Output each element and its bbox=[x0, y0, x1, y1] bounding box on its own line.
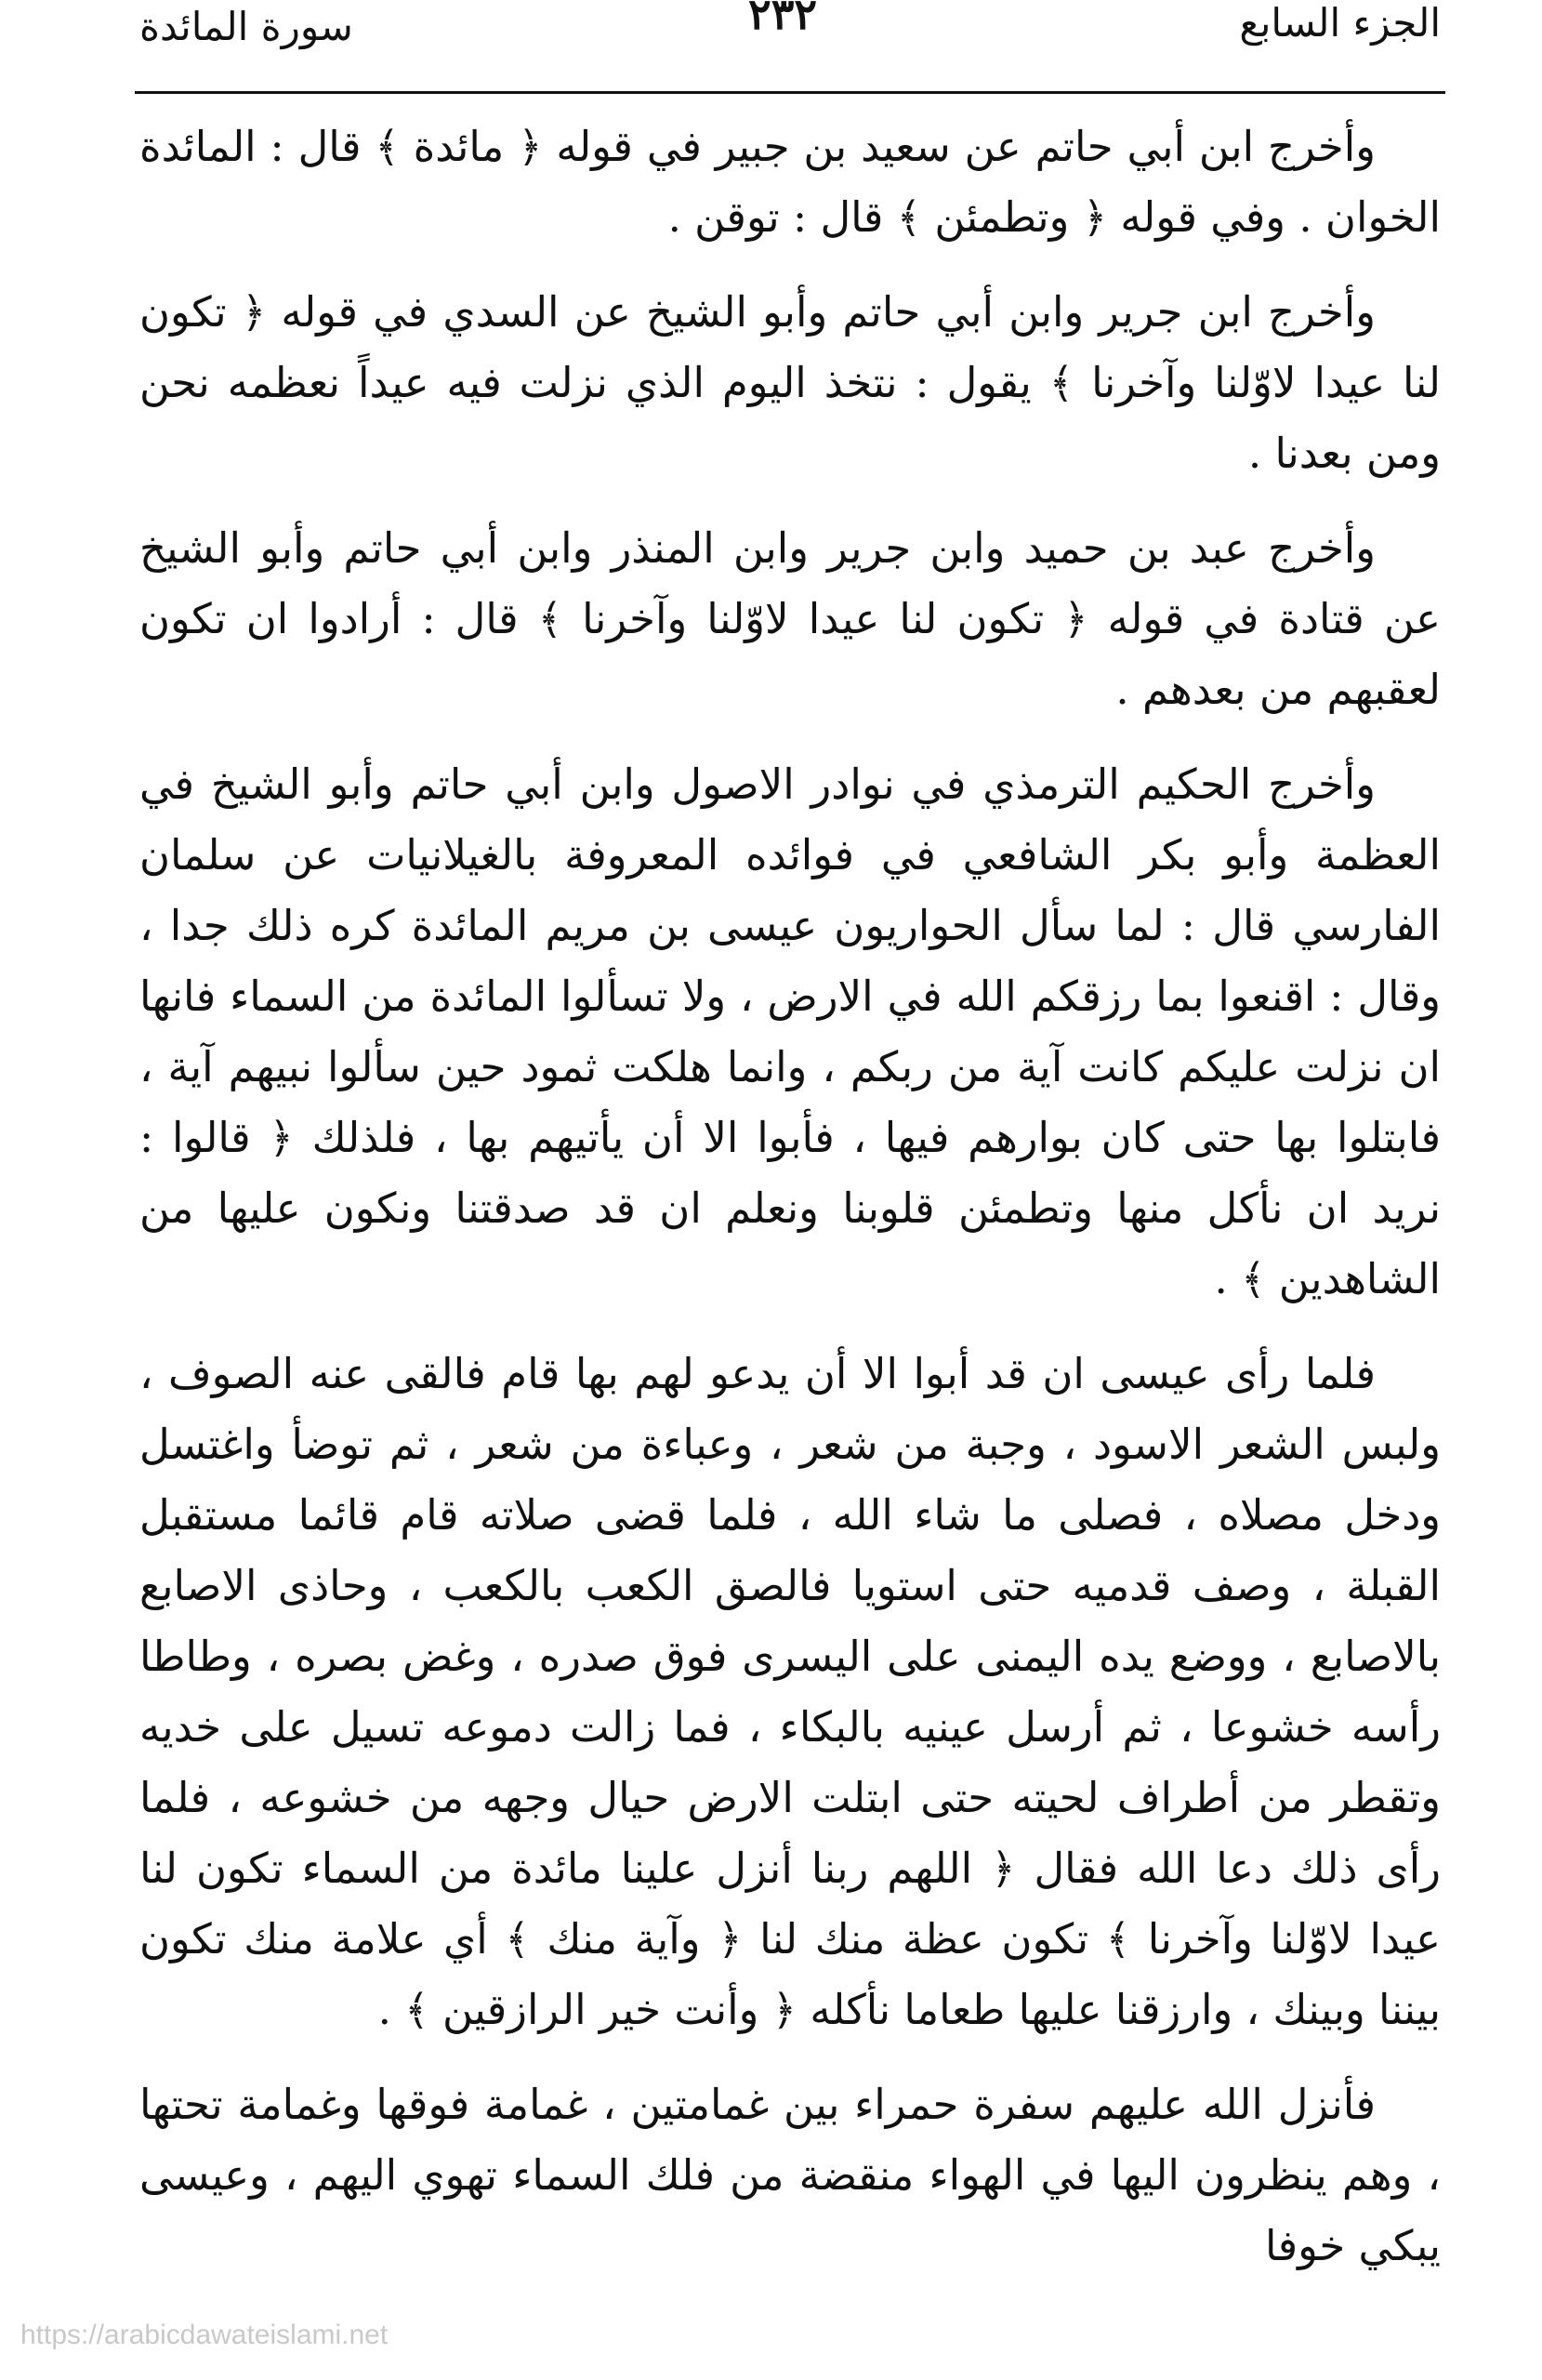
header-rule bbox=[135, 91, 1445, 94]
watermark-url: https://arabicdawateislami.net bbox=[20, 2320, 389, 2350]
paragraph: وأخرج ابن أبي حاتم عن سعيد بن جبير في قوله ﴿ مائدة ﴾ قال : المائدة الخوان . وفي قوله ﴿ وتطمئن ﴾ قال : توقن . bbox=[139, 122, 1441, 242]
paragraph: وأخرج ابن جرير وابن أبي حاتم وأبو الشيخ عن السدي في قوله ﴿ تكون لنا عيدا لاوّلنا وآخرنا ﴾ يقول : نتخذ اليوم الذي نزلت فيه عيداً نعظمه نحن ومن بعدنا . bbox=[139, 287, 1441, 478]
page-body bbox=[139, 112, 1441, 2306]
page-number: ٢٣٢ bbox=[748, 0, 818, 39]
page-header bbox=[139, 0, 1441, 88]
paragraph: وأخرج الحكيم الترمذي في نوادر الاصول وابن أبي حاتم وأبو الشيخ في العظمة وأبو بكر الشافعي في فوائده المعروفة بالغيلانيات عن سلمان الفارسي قال : لما سأل الحواريون عيسى بن مريم المائدة كره ذلك جدا ، وقال : اقنعوا بما رزقكم الله في الارض ، ولا تسألوا المائدة من السماء فانها ان نزلت عليكم كانت آية من ربكم ، وانما هلكت ثمود حين سألوا نبيهم آية ، فابتلوا بها حتى كان بوارهم فيها ، فأبوا الا أن يأتيهم بها ، فلذلك ﴿ قالوا : نريد ان نأكل منها وتطمئن قلوبنا ونعلم ان قد صدقتنا ونكون عليها من الشاهدين ﴾ . bbox=[139, 760, 1441, 1303]
paragraph: وأخرج عبد بن حميد وابن جرير وابن المنذر وابن أبي حاتم وأبو الشيخ عن قتادة في قوله ﴿ تكون لنا عيدا لاوّلنا وآخرنا ﴾ قال : أرادوا ان تكون لعقبهم من بعدهم . bbox=[139, 523, 1441, 714]
paragraph: فلما رأى عيسى ان قد أبوا الا أن يدعو لهم بها قام فالقى عنه الصوف ، ولبس الشعر الاسود ، وجبة من شعر ، وعباءة من شعر ، ثم توضأ واغتسل ودخل مصلاه ، فصلى ما شاء الله ، فلما قضى صلاته قام قائما مستقبل القبلة ، وصف قدميه حتى استويا فالصق الكعب بالكعب ، وحاذى الاصابع بالاصابع ، ووضع يده اليمنى على اليسرى فوق صدره ، وغض بصره ، وطاطا رأسه خشوعا ، ثم أرسل عينيه بالبكاء ، فما زالت دموعه تسيل على خديه وتقطر من أطراف لحيته حتى ابتلت الارض حيال وجهه من خشوعه ، فلما رأى ذلك دعا الله فقال ﴿ اللهم ربنا أنزل علينا مائدة من السماء تكون لنا عيدا لاوّلنا وآخرنا ﴾ تكون عظة منك لنا ﴿ وآية منك ﴾ أي علامة منك تكون بيننا وبينك ، وارزقنا عليها طعاما نأكله ﴿ وأنت خير الرازقين ﴾ . bbox=[139, 1349, 1441, 2034]
surah-title: سورة المائدة bbox=[139, 4, 353, 49]
part-title: الجزء السابع bbox=[1239, 0, 1441, 46]
paragraph: فأنزل الله عليهم سفرة حمراء بين غمامتين ، غمامة فوقها وغمامة تحتها ، وهم ينظرون اليها في الهواء منقضة من فلك السماء تهوي اليهم ، وعيسى يبكي خوفا bbox=[139, 2080, 1441, 2270]
